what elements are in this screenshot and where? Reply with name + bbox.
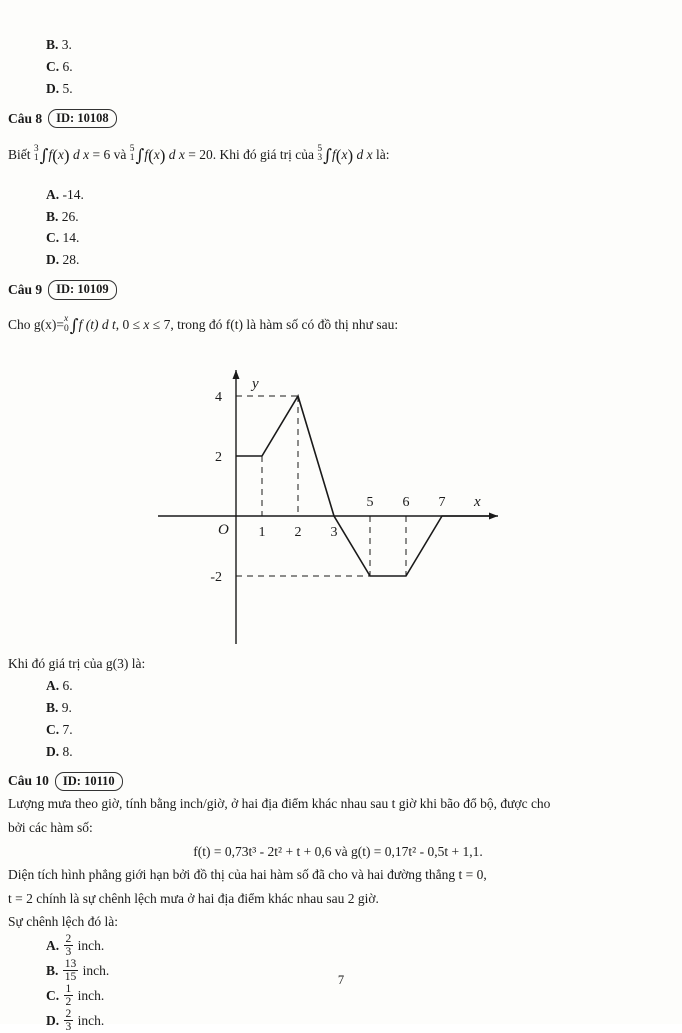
list-item <box>8 227 668 249</box>
question-10-id-badge: ID: 10110 <box>55 772 123 792</box>
page-number: 7 <box>337 973 345 987</box>
paren-open: ( <box>52 145 58 165</box>
y-tick-2: 2 <box>215 450 222 466</box>
y-tick-minus2: -2 <box>210 570 222 586</box>
q8-int3-limits: 5 3 <box>317 143 323 164</box>
choice-text: 26. <box>61 208 79 224</box>
choice-label: B. <box>46 208 59 224</box>
choice-text: inch. <box>82 962 110 978</box>
question-8-heading: Câu 8 <box>8 110 43 126</box>
question-9-id-badge: ID: 10109 <box>48 280 116 300</box>
q8-int2-body: f <box>144 146 149 162</box>
paren-close: ) <box>63 145 70 165</box>
q8-int3-var: x <box>341 146 348 162</box>
list-item <box>8 675 668 697</box>
choice-label: B. <box>46 699 59 715</box>
fraction: $\frac{2}{3}$ <box>65 932 72 958</box>
q9-mid: , 0 ≤ <box>115 317 141 333</box>
question-9-question: Khi đó giá trị của g(3) là: <box>8 656 146 672</box>
x-tick-2: 2 <box>294 525 302 541</box>
q9-int-body: f (t) <box>78 317 99 333</box>
question-8-id-badge: ID: 10108 <box>48 109 116 129</box>
choice-label: A. <box>46 678 60 694</box>
choice-text: 6. <box>62 678 73 694</box>
question-9-header <box>8 280 668 300</box>
origin-label: O <box>218 522 229 539</box>
question-10-line2: bởi các hàm số: <box>8 819 93 835</box>
list-item <box>8 1008 668 1033</box>
x-axis-label: x <box>474 494 481 511</box>
question-10-header <box>8 772 668 792</box>
list-item <box>8 933 668 958</box>
x-tick-1: 1 <box>258 525 266 541</box>
fraction: $\frac{2}{3}$ <box>65 1008 72 1033</box>
fraction: $\frac{13}{15}$ <box>64 958 77 984</box>
choice-label: A. <box>46 937 60 953</box>
choice-label: D. <box>46 80 60 96</box>
y-axis-label: y <box>252 376 259 393</box>
x-tick-7: 7 <box>438 495 446 511</box>
choice-list-previous <box>8 34 668 100</box>
q8-part3: = 20. Khi đó giá trị của <box>188 146 315 162</box>
x-tick-3: 3 <box>330 525 338 541</box>
choice-label: C. <box>46 988 60 1004</box>
y-axis-arrow-icon <box>233 370 240 379</box>
choice-text: inch. <box>77 937 105 953</box>
choice-text: 8. <box>62 743 73 759</box>
function-graph <box>8 354 668 654</box>
choice-text: 7. <box>62 721 73 737</box>
q8-part4: là: <box>375 146 390 162</box>
question-8-header <box>8 109 668 129</box>
question-9-heading: Câu 9 <box>8 282 43 298</box>
x-tick-5: 5 <box>366 495 374 511</box>
choice-text: 6. <box>62 58 73 74</box>
q8-part1: Biết <box>8 146 31 162</box>
q9-int-dt: d t <box>101 317 116 333</box>
x-tick-6: 6 <box>402 495 410 511</box>
choice-label: B. <box>46 37 59 52</box>
choice-text: 14. <box>62 230 80 246</box>
choice-text: 28. <box>62 252 80 268</box>
integral-sign-icon: ∫ <box>39 145 49 166</box>
q8-int2-dx: d x <box>168 146 185 162</box>
q8-int2-limits: 5 1 <box>129 143 135 164</box>
list-item <box>8 78 668 100</box>
choice-label: C. <box>46 230 60 246</box>
choice-label: C. <box>46 721 60 737</box>
question-10-line1: Lượng mưa theo giờ, tính bằng inch/giờ, ở hai địa điểm khác nhau sau t giờ khi bão đổ bộ, được cho <box>8 796 551 812</box>
q8-int1-dx: d x <box>72 146 90 162</box>
graph-curve <box>236 396 494 576</box>
question-10-line3: Diện tích hình phẳng giới hạn bởi đồ thị của hai hàm số đã cho và hai đường thẳng t = 0, <box>8 867 487 883</box>
choice-text: inch. <box>77 1013 105 1029</box>
choice-text: 3. <box>61 37 72 52</box>
list-item <box>8 184 668 206</box>
integral-sign-icon: ∫ <box>323 145 332 166</box>
q8-int3-body: f <box>332 146 336 162</box>
paren-close: ) <box>159 145 166 165</box>
paren-open: ( <box>335 145 342 165</box>
integral-sign-icon: ∫ <box>135 145 145 166</box>
question-10-heading: Câu 10 <box>8 773 49 789</box>
q8-int1-body: f <box>48 146 53 162</box>
paren-open: ( <box>148 145 154 165</box>
list-item <box>8 697 668 719</box>
question-9-statement <box>8 313 668 340</box>
page-content <box>8 34 668 1033</box>
list-item <box>8 206 668 228</box>
q9-mid2: ≤ 7, trong đó f(t) là hàm số có đồ thị như sau: <box>152 317 399 333</box>
q9-int-limits: x 0 <box>63 314 69 334</box>
question-8-choices <box>8 184 668 271</box>
list-item <box>8 56 668 78</box>
question-10-line5: Sự chênh lệch đó là: <box>8 914 119 930</box>
q9-var: x <box>143 317 150 333</box>
list-item <box>8 741 668 763</box>
q8-int1-limits: 3 1 <box>33 143 39 164</box>
choice-label: D. <box>46 1013 60 1029</box>
integral-sign-icon: ∫ <box>69 316 79 337</box>
question-8-statement <box>8 142 668 170</box>
question-10-line4: t = 2 chính là sự chênh lệch mưa ở hai địa điểm khác nhau sau 2 giờ. <box>8 890 379 906</box>
q8-int2-var: x <box>153 146 160 162</box>
choice-text: 9. <box>61 699 72 715</box>
q9-prefix: Cho g(x)= <box>8 317 64 333</box>
choice-text: -14. <box>62 186 84 202</box>
choice-label: C. <box>46 58 60 74</box>
choice-label: D. <box>46 743 60 759</box>
q8-part2: = 6 và <box>92 146 127 162</box>
y-tick-4: 4 <box>215 390 222 406</box>
question-9-choices <box>8 675 668 762</box>
choice-label: B. <box>46 962 59 978</box>
list-item <box>8 719 668 741</box>
choice-text: inch. <box>77 988 105 1004</box>
paren-close: ) <box>347 145 354 165</box>
list-item <box>8 249 668 271</box>
choice-label: D. <box>46 252 60 268</box>
list-item <box>8 34 668 56</box>
choice-label: A. <box>46 186 60 202</box>
choice-text: 5. <box>62 80 73 96</box>
graph-svg <box>8 354 668 654</box>
question-10-formula: f(t) = 0,73t³ - 2t² + t + 0,6 và g(t) = 0,17t² - 0,5t + 1,1. <box>193 843 483 859</box>
fraction: $\frac{1}{2}$ <box>65 983 72 1009</box>
q8-int1-var: x <box>57 146 64 162</box>
q8-int3-dx: d x <box>356 146 373 162</box>
